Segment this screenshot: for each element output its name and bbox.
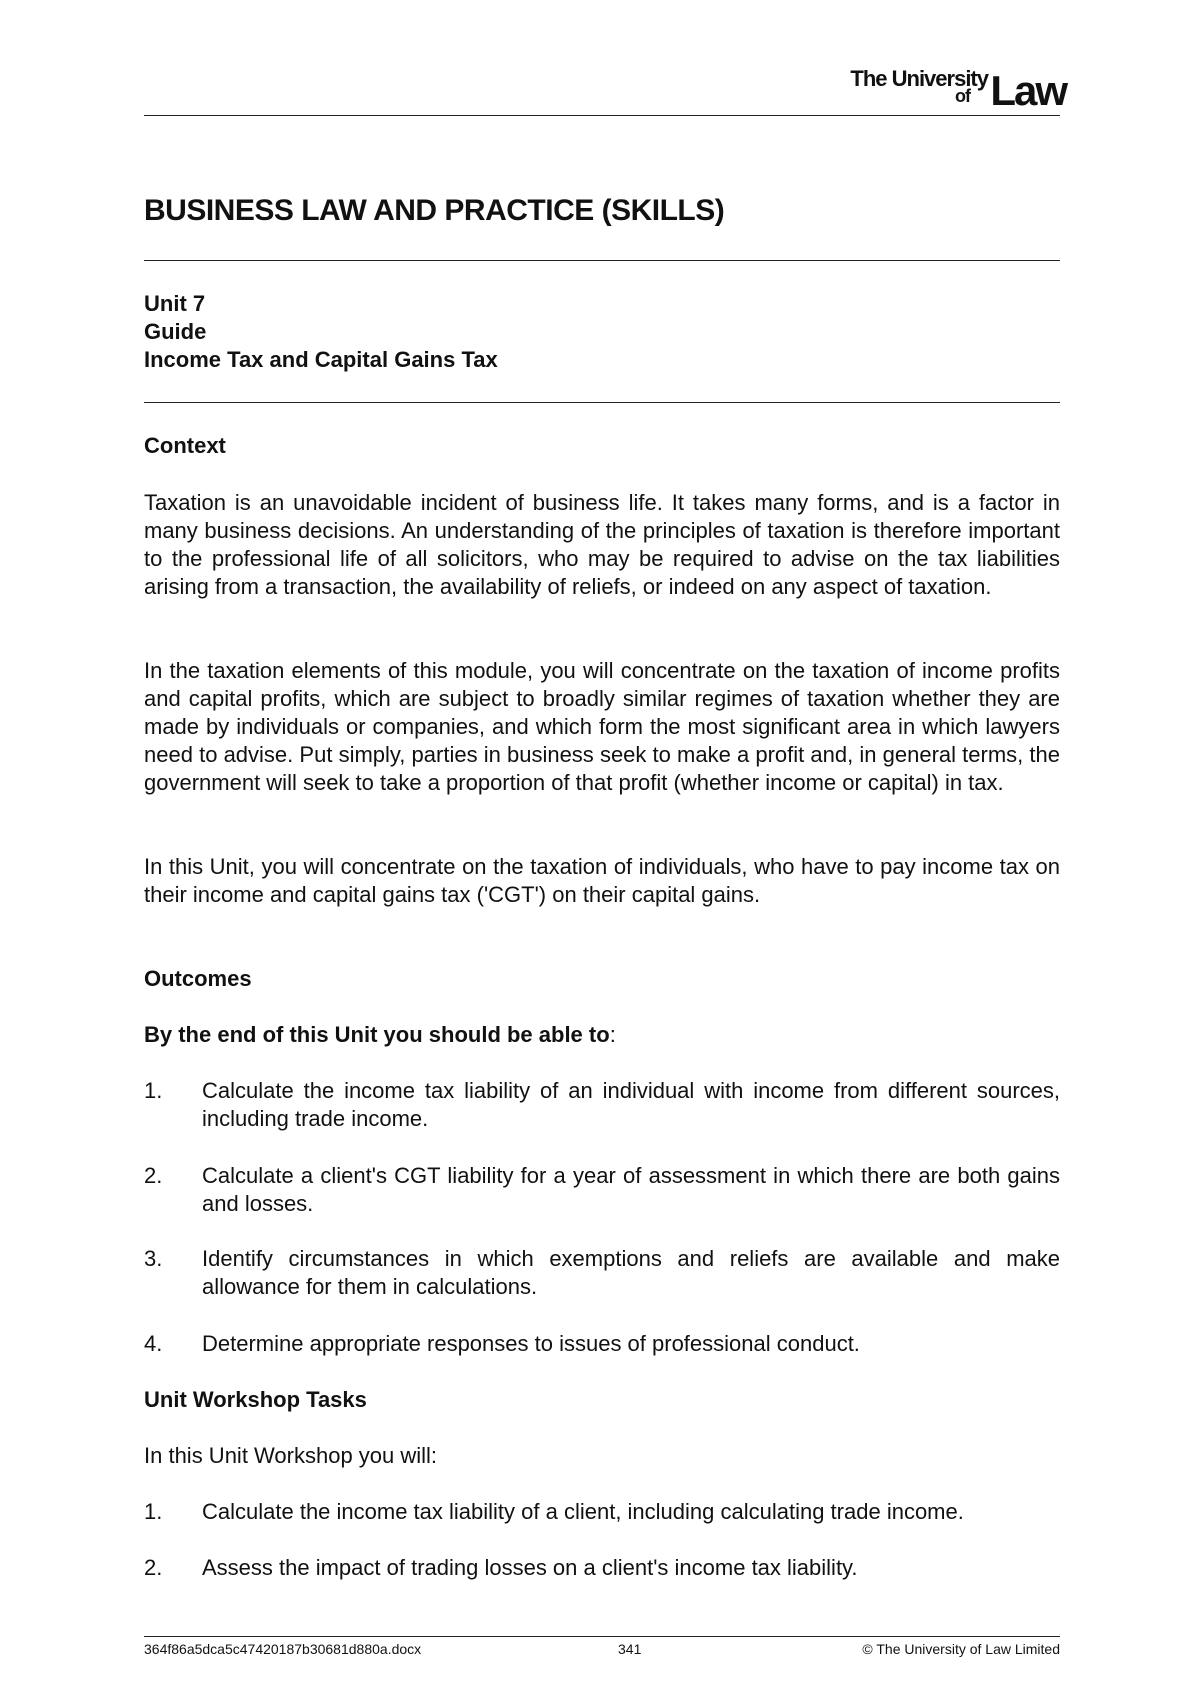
logo-text-university: The University (850, 66, 988, 91)
unit-subject: Income Tax and Capital Gains Tax (144, 347, 498, 372)
workshop-intro: In this Unit Workshop you will: (144, 1443, 438, 1468)
list-text: Calculate the income tax liability of a client, including calculating trade income. (202, 1499, 964, 1524)
context-paragraph-2 (144, 657, 1060, 797)
list-text: Determine appropriate responses to issues of professional conduct. (202, 1331, 860, 1356)
outcomes-intro (144, 1021, 1060, 1049)
footer-rule (144, 1636, 1060, 1637)
header-rule (144, 115, 1060, 116)
unit-rule (144, 402, 1060, 403)
list-number: 4. (144, 1331, 163, 1356)
list-number: 1. (144, 1078, 163, 1103)
document-title: BUSINESS LAW AND PRACTICE (SKILLS) (144, 194, 725, 227)
list-text: Calculate the income tax liability of an individual with income from different sources, including trade income. (202, 1078, 1060, 1131)
logo-text-of: of (955, 86, 970, 106)
unit-number: Unit 7 (144, 291, 206, 316)
list-text: Identify circumstances in which exemptions and reliefs are available and make allowance for them in calculations. (202, 1246, 1060, 1299)
list-number: 2. (144, 1163, 163, 1188)
unit-info (144, 290, 1060, 374)
logo-text-law: Law (990, 67, 1066, 114)
outcomes-heading: Outcomes (144, 966, 252, 991)
context-paragraph-1 (144, 489, 1060, 601)
footer-copyright: © The University of Law Limited (862, 1641, 1060, 1657)
list-text: Calculate a client's CGT liability for a year of assessment in which there are both gains and losses. (202, 1163, 1060, 1216)
university-logo (846, 62, 1066, 114)
list-text: Assess the impact of trading losses on a client's income tax liability. (202, 1555, 858, 1580)
list-number: 2. (144, 1555, 163, 1580)
outcomes-intro-text: By the end of this Unit you should be able to (144, 1022, 610, 1047)
context-paragraph-3 (144, 853, 1060, 909)
footer-page-number: 341 (618, 1641, 642, 1657)
unit-type: Guide (144, 319, 207, 344)
context-heading: Context (144, 433, 226, 458)
paragraph-text: In this Unit, you will concentrate on the taxation of individuals, who have to pay income tax on their income and capital gains tax ('CGT') on their capital gains. (144, 854, 1060, 907)
paragraph-text: Taxation is an unavoidable incident of business life. It takes many forms, and is a factor in many business decisions. An understanding of the principles of taxation is therefore important to the professional life of all solicitors, who may be required to advise on the tax liabilities arising from a transaction, the availability of reliefs, or indeed on any aspect of taxation. (144, 490, 1060, 599)
list-number: 1. (144, 1499, 163, 1524)
title-rule (144, 260, 1060, 261)
workshop-heading: Unit Workshop Tasks (144, 1387, 367, 1412)
footer-filename: 364f86a5dca5c47420187b30681d880a.docx (144, 1641, 422, 1657)
list-number: 3. (144, 1246, 163, 1271)
paragraph-text: In the taxation elements of this module, you will concentrate on the taxation of income profits and capital profits, which are subject to broadly similar regimes of taxation whether they are made by individuals or companies, and which form the most significant area in which lawyers need to advise. Put simply, parties in business seek to make a profit and, in general terms, the government will seek to take a proportion of that profit (whether income or capital) in tax. (144, 658, 1060, 795)
outcomes-intro-colon: : (609, 1022, 616, 1047)
